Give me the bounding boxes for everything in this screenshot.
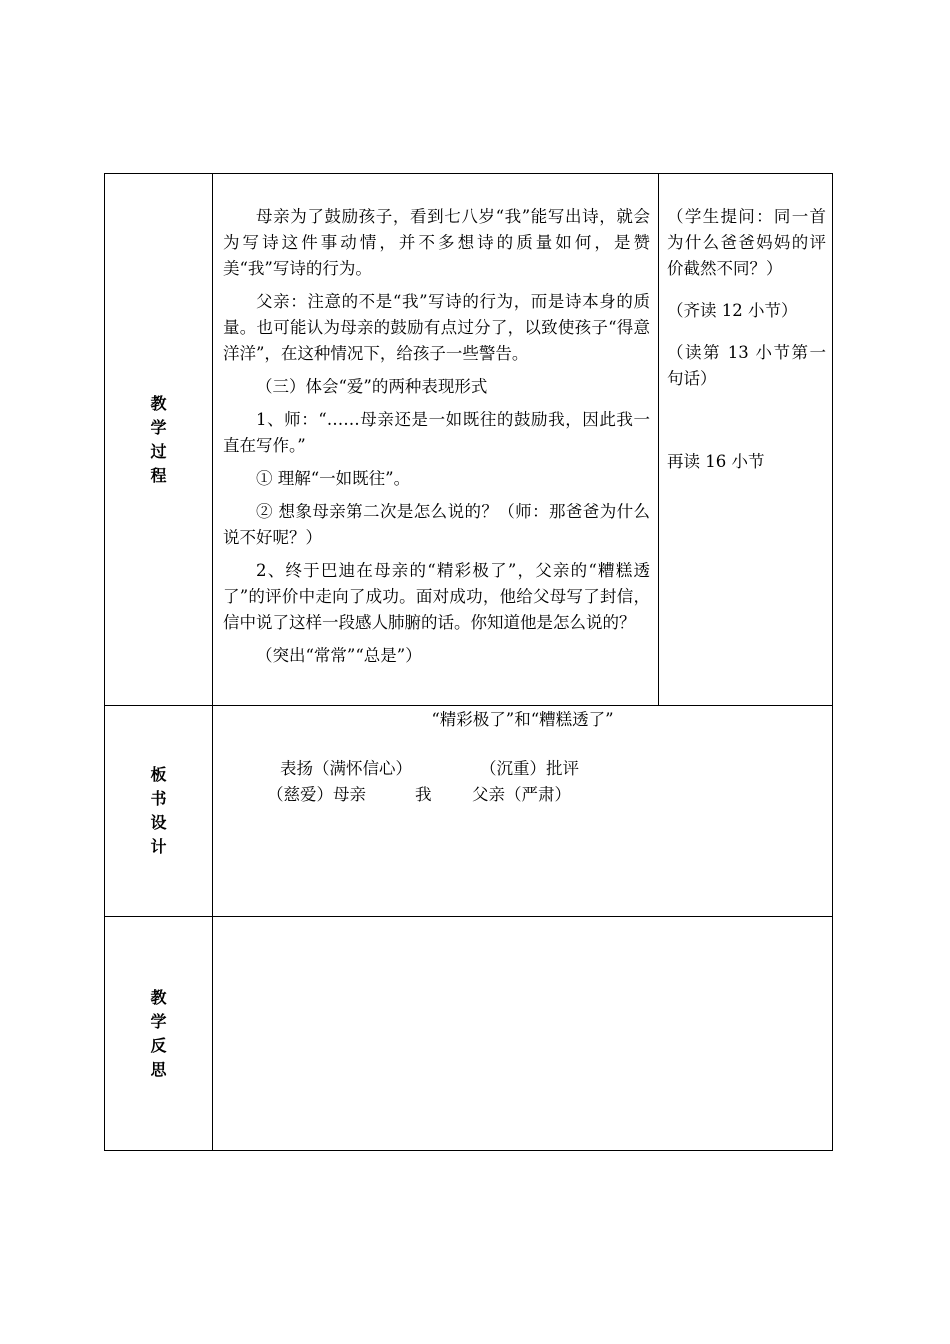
side-note: （学生提问：同一首为什么爸爸妈妈的评价截然不同？） xyxy=(667,207,826,278)
lesson-plan-table xyxy=(104,173,833,1151)
process-notes-cell xyxy=(659,174,833,706)
board-row xyxy=(105,706,833,917)
process-paragraph: ① 理解“一如既往”。 xyxy=(256,469,411,488)
process-paragraph: 2、终于巴迪在母亲的“精彩极了”，父亲的“糟糕透了”的评价中走向了成功。面对成功，他给父母写了封信，信中说了这样一段感人肺腑的话。你知道他是怎么说的？ xyxy=(223,561,650,632)
board-father: 父亲（严肃） xyxy=(472,785,571,804)
board-design-cell xyxy=(213,706,833,917)
board-design xyxy=(213,706,832,916)
board-label-cell xyxy=(105,706,213,917)
process-paragraph: ② 想象母亲第二次是怎么说的？（师：那爸爸为什么说不好呢？） xyxy=(223,502,650,547)
process-content-cell xyxy=(213,174,659,706)
reflection-content xyxy=(213,917,832,1150)
reflection-label-cell xyxy=(105,917,213,1151)
reflection-content-cell xyxy=(213,917,833,1151)
board-criticism: （沉重）批评 xyxy=(480,759,579,778)
side-note: （读第 13 小节第一句话） xyxy=(667,343,826,388)
board-praise: 表扬（满怀信心） xyxy=(280,759,412,778)
process-row xyxy=(105,174,833,706)
process-paragraph: （突出“常常”“总是”） xyxy=(256,646,422,665)
process-label: 教 学 过 程 xyxy=(150,393,167,485)
side-note: 再读 16 小节 xyxy=(667,452,765,471)
board-title: “精彩极了”和“糟糕透了” xyxy=(431,710,614,729)
board-label: 板 书 设 计 xyxy=(150,765,167,856)
board-mother: （慈爱）母亲 xyxy=(267,785,366,804)
process-paragraph: 父亲：注意的不是“我”写诗的行为，而是诗本身的质量。也可能认为母亲的鼓励有点过分了，以致使孩子“得意洋洋”，在这种情况下，给孩子一些警告。 xyxy=(223,292,650,363)
reflection-row xyxy=(105,917,833,1151)
process-paragraph: 1、师：“……母亲还是一如既往的鼓励我，因此我一直在写作。” xyxy=(223,410,650,455)
reflection-label: 教 学 反 思 xyxy=(150,987,167,1079)
process-label-cell xyxy=(105,174,213,706)
board-me: 我 xyxy=(415,785,432,804)
process-paragraph: 母亲为了鼓励孩子，看到七八岁“我”能写出诗，就会为写诗这件事动情，并不多想诗的质量如何，是赞美“我”写诗的行为。 xyxy=(223,207,650,278)
process-paragraph: （三）体会“爱”的两种表现形式 xyxy=(256,377,488,396)
side-note: （齐读 12 小节） xyxy=(667,301,798,320)
